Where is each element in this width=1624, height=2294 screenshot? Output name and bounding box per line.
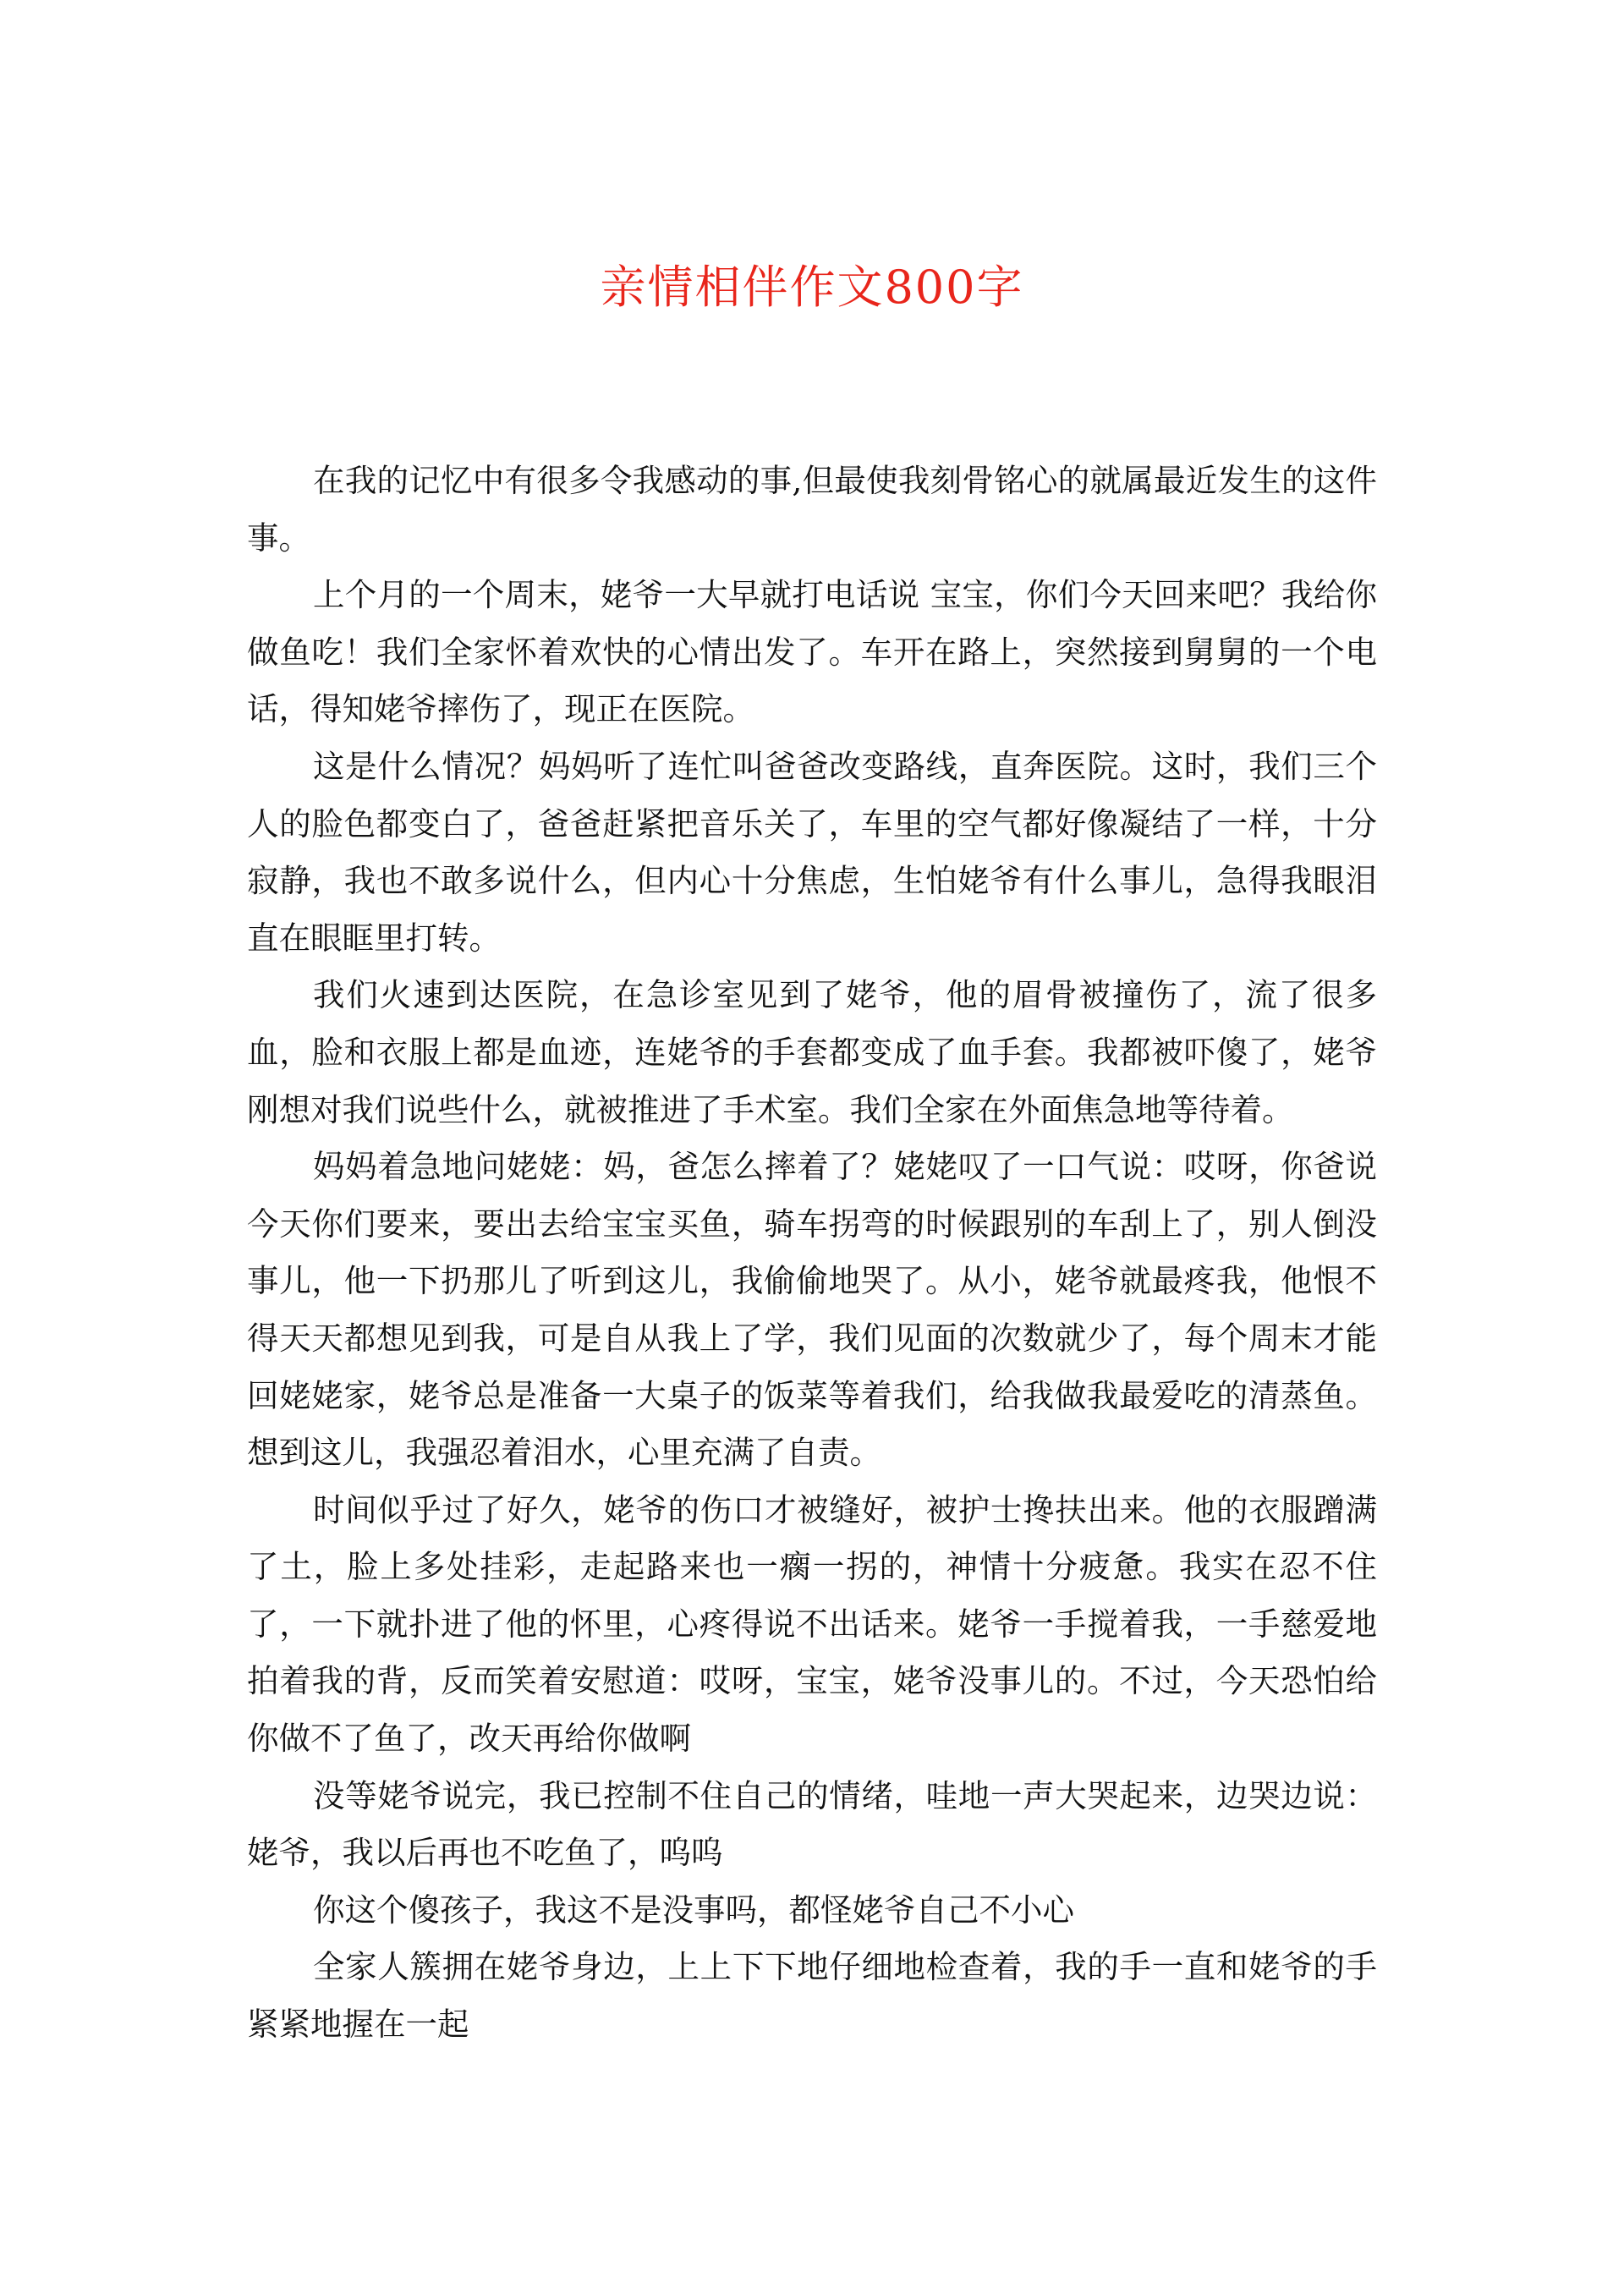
paragraph-7: 没等姥爷说完，我已控制不住自己的情绪，哇地一声大哭起来，边哭边说：姥爷，我以后再也不吃鱼了，呜呜 — [247, 1776, 1377, 1872]
paragraph-1: 在我的记忆中有很多令我感动的事,但最使我刻骨铭心的就属最近发生的这件事。 — [247, 462, 1377, 557]
document-title-text: 亲情相伴作文800字 — [600, 261, 1024, 314]
document-title — [0, 254, 1624, 321]
paragraph-8: 你这个傻孩子，我这不是没事吗，都怪姥爷自己不小心 — [313, 1891, 1074, 1929]
paragraph-5: 妈妈着急地问姥姥：妈，爸怎么摔着了？姥姥叹了一口气说：哎呀，你爸说今天你们要来，要出去给宝宝买鱼，骑车拐弯的时候跟别的车刮上了，别人倒没事儿，他一下扔那儿了听到这儿，我偷偷地哭了。从小，姥爷就最疼我，他恨不得天天都想见到我，可是自从我上了学，我们见面的次数就少了，每个周末才能回姥姥家，姥爷总是准备一大桌子的饭菜等着我们，给我做我最爱吃的清蒸鱼。想到这儿，我强忍着泪水，心里充满了自责。 — [247, 1148, 1377, 1472]
paragraph-9: 全家人簇拥在姥爷身边，上上下下地仔细地检查着，我的手一直和姥爷的手紧紧地握在一起 — [247, 1948, 1377, 2044]
document-body — [247, 453, 1377, 2054]
paragraph-6: 时间似乎过了好久，姥爷的伤口才被缝好，被护士搀扶出来。他的衣服蹭满了土，脸上多处挂彩，走起路来也一瘸一拐的，神情十分疲惫。我实在忍不住了，一下就扑进了他的怀里，心疼得说不出话来。姥爷一手搅着我，一手慈爱地拍着我的背，反而笑着安慰道：哎呀，宝宝，姥爷没事儿的。不过，今天恐怕给你做不了鱼了，改天再给你做啊 — [247, 1490, 1377, 1758]
paragraph-3: 这是什么情况？妈妈听了连忙叫爸爸改变路线，直奔医院。这时，我们三个人的脸色都变白了，爸爸赶紧把音乐关了，车里的空气都好像凝结了一样，十分寂静，我也不敢多说什么，但内心十分焦虑，生怕姥爷有什么事儿，急得我眼泪直在眼眶里打转。 — [247, 747, 1377, 957]
paragraph-4: 我们火速到达医院，在急诊室见到了姥爷，他的眉骨被撞伤了，流了很多血，脸和衣服上都是血迹，连姥爷的手套都变成了血手套。我都被吓傻了，姥爷刚想对我们说些什么，就被推进了手术室。我们全家在外面焦急地等待着。 — [247, 976, 1377, 1128]
paragraph-2: 上个月的一个周末，姥爷一大早就打电话说 宝宝，你们今天回来吧？我给你做鱼吃！我们全家怀着欢快的心情出发了。车开在路上，突然接到舅舅的一个电话，得知姥爷摔伤了，现正在医院。 — [247, 576, 1377, 728]
